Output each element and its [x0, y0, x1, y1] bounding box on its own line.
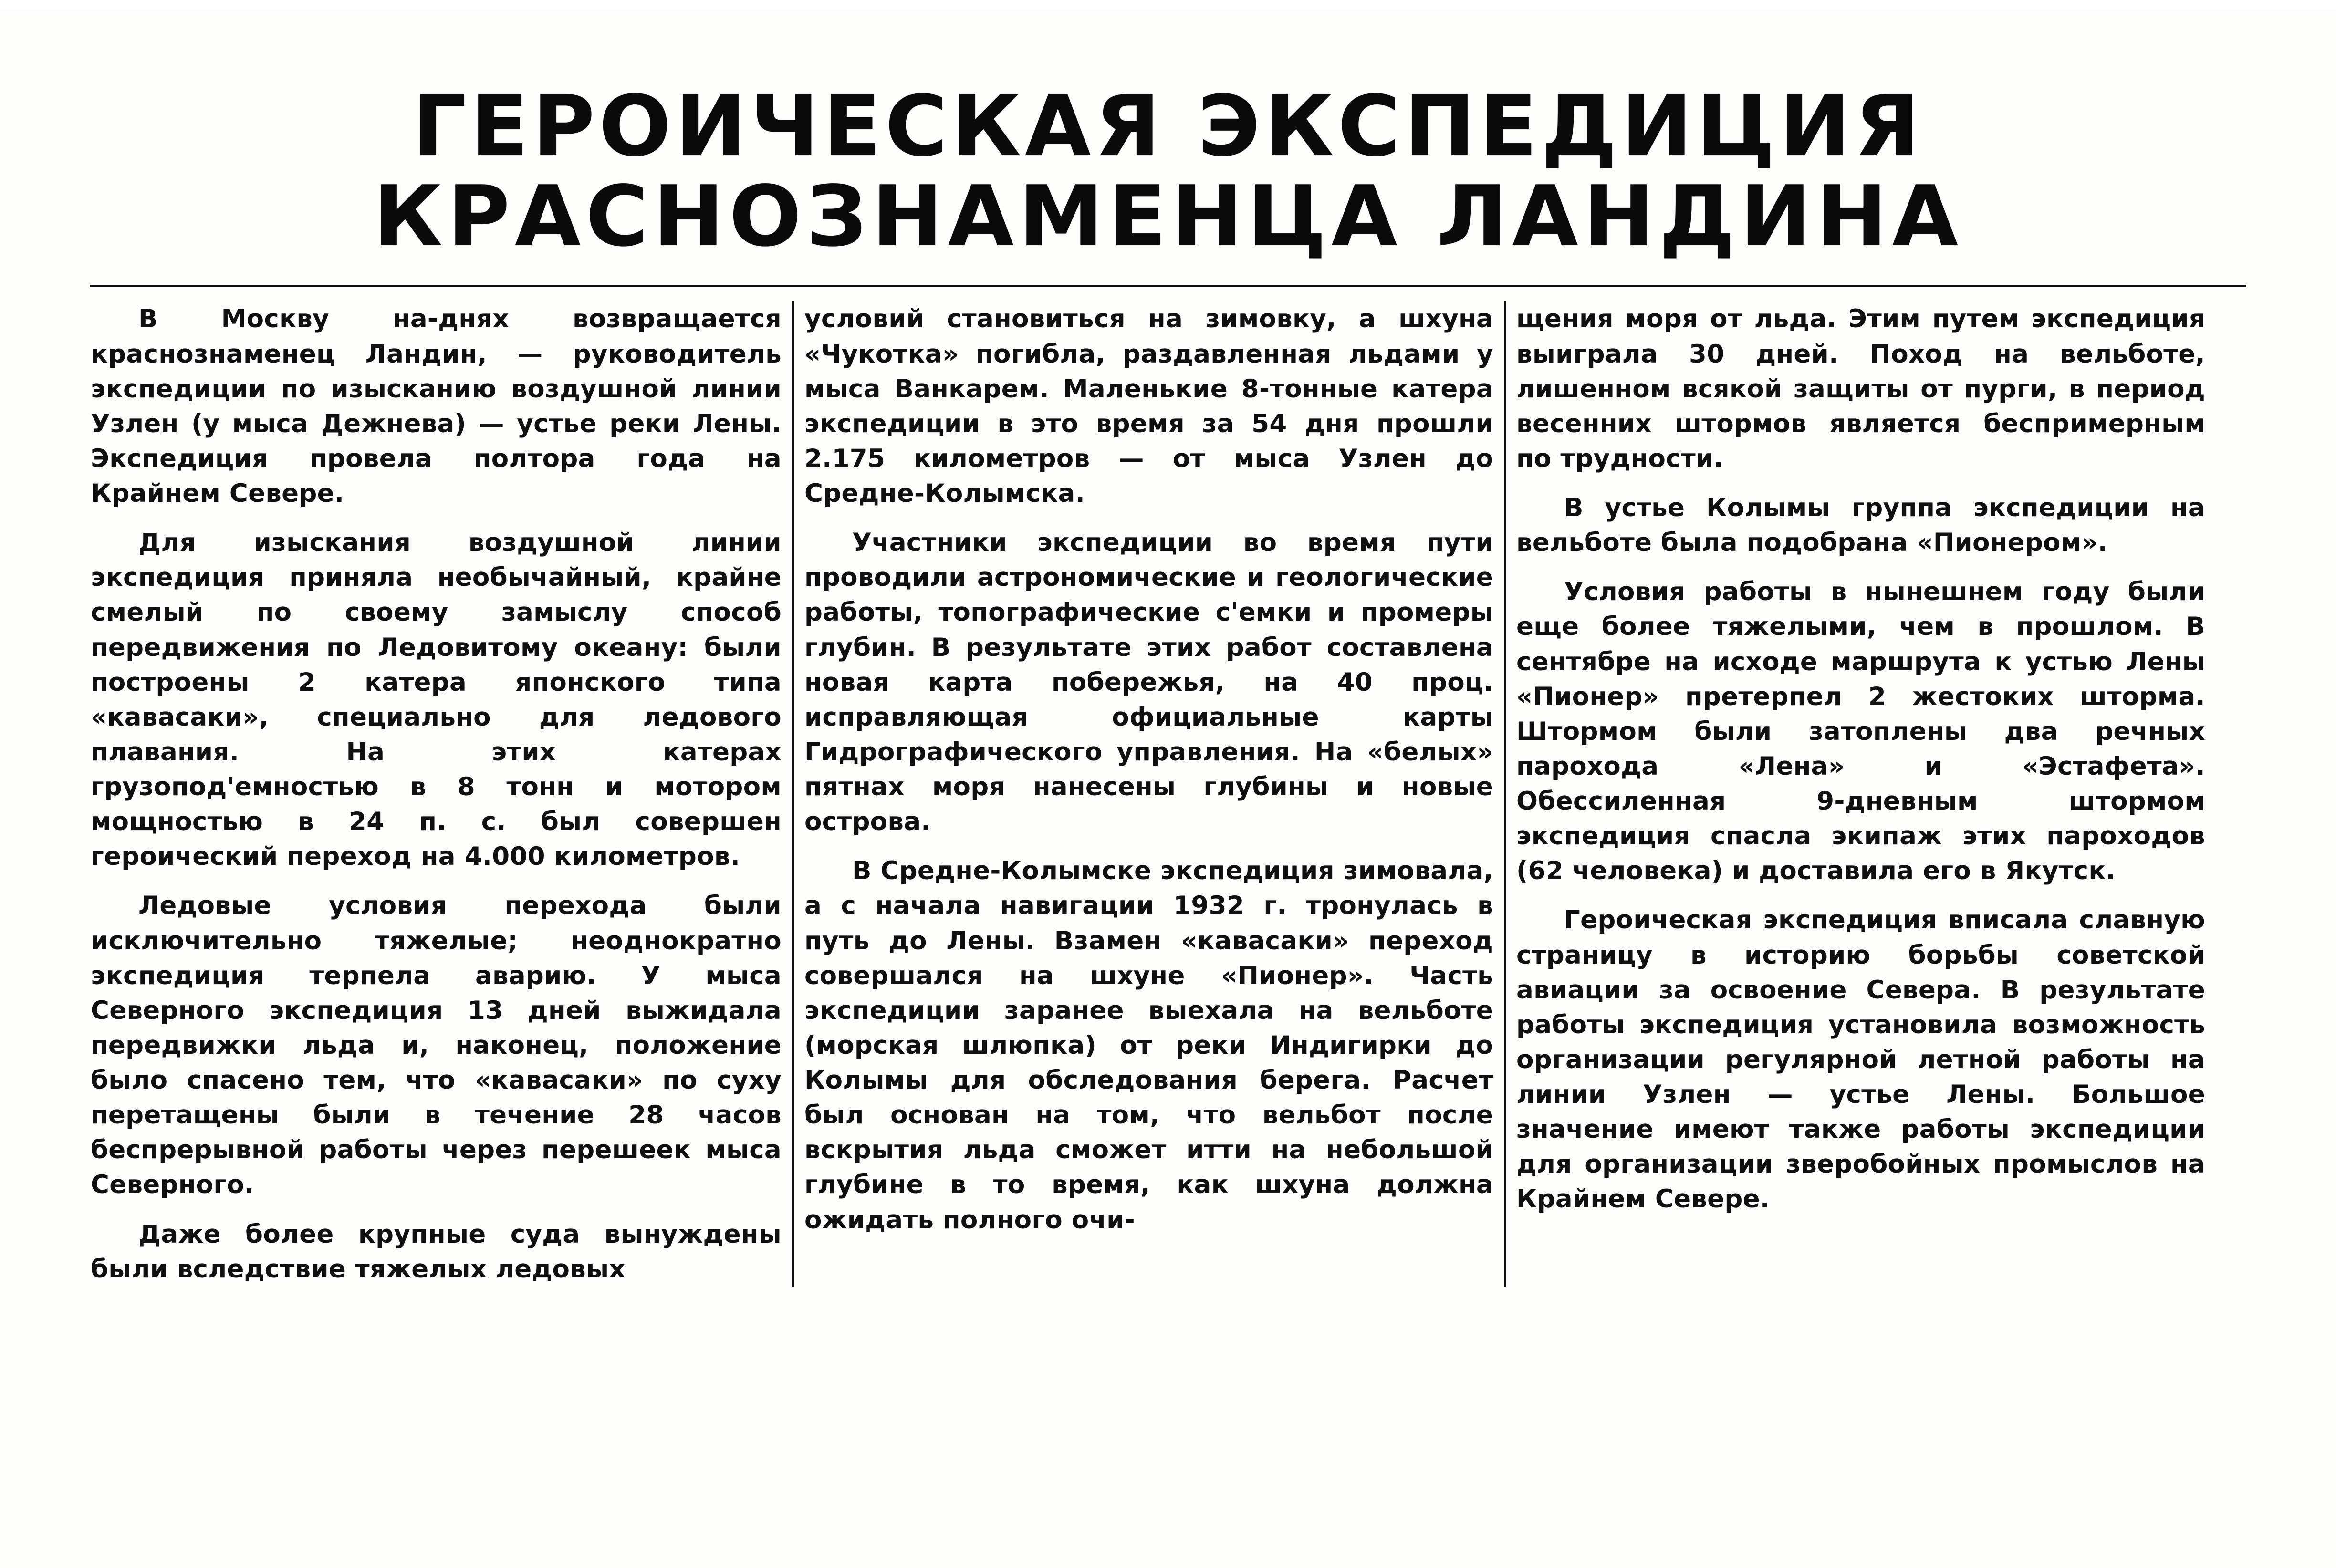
article-column-2 — [792, 301, 1504, 1286]
paragraph: Участники экспедиции во время пути проводили астрономические и геологические работы, топографические с'емки и промеры глубин. В результате этих работ составлена новая карта побережья, на 40 проц. исправляющая официальные карты Гидрографического управления. На «белых» пятнах моря нанесены глубины и новые острова. — [804, 528, 1493, 837]
paragraph: Даже более крупные суда вынуждены были вследствие тяжелых ледовых — [91, 1219, 782, 1284]
paragraph: В устье Колымы группа экспедиции на вельботе была подобрана «Пионером». — [1516, 493, 2205, 558]
headline-line-2: КРАСНОЗНАМЕНЦА ЛАНДИНА — [373, 168, 1963, 266]
paragraph: Для изыскания воздушной линии экспедиция приняла необычайный, крайне смелый по своему замыслу способ передвижения по Ледовитому океану: были построены 2 катера японского типа «кавасаки», специально для ледового плавания. На этих катерах грузопод'емностью в 8 тонн и мотором мощностью в 24 п. с. был совершен героический переход на 4.000 километров. — [91, 528, 782, 872]
article-column-1 — [80, 301, 792, 1286]
paragraph: Героическая экспедиция вписала славную страницу в историю борьбы советской авиации за освоение Севера. В результате работы экспедиция установила возможность организации регулярной летной работы на линии Узлен — устье Лены. Большое значение имеют также работы экспедиции для организации зверобойных промыслов на Крайнем Севере. — [1516, 905, 2205, 1214]
article-columns — [80, 301, 2256, 1286]
headline-divider — [90, 285, 2246, 287]
paragraph: щения моря от льда. Этим путем экспедиция выиграла 30 дней. Поход на вельботе, лишенном всякой защиты от пурги, в период весенних штормов является беспримерным по трудности. — [1516, 304, 2205, 473]
paragraph: В Москву на-днях возвращается краснознаменец Ландин, — руководитель экспедиции по изысканию воздушной линии Узлен (у мыса Дежнева) — устье реки Лены. Экспедиция провела полтора года на Крайнем Севере. — [91, 304, 782, 509]
paragraph: Условия работы в нынешнем году были еще более тяжелыми, чем в прошлом. В сентябре на исходе маршрута к устью Лены «Пионер» претерпел 2 жестоких шторма. Штормом были затоплены два речных парохода «Лена» и «Эстафета». Обессиленная 9-дневным штормом экспедиция спасла экипаж этих пароходов (62 человека) и доставила его в Якутск. — [1516, 577, 2205, 886]
newspaper-page — [0, 10, 2336, 1568]
headline-line-1: ГЕРОИЧЕСКАЯ ЭКСПЕДИЦИЯ — [412, 78, 1924, 176]
paragraph: В Средне-Колымске экспедиция зимовала, а с начала навигации 1932 г. тронулась в путь до Лены. Взамен «кавасаки» переход совершался на шхуне «Пионер». Часть экспедиции заранее выехала на вельботе (морская шлюпка) от реки Индигирки до Колымы для обследования берега. Расчет был основан на том, что вельбот после вскрытия льда сможет итти на небольшой глубине в то время, как шхуна должна ожидать полного очи- — [804, 856, 1493, 1235]
paragraph: условий становиться на зимовку, а шхуна «Чукотка» погибла, раздавленная льдами у мыса Ванкарем. Маленькие 8-тонные катера экспедиции в это время за 54 дня прошли 2.175 километров — от мыса Узлен до Средне-Колымска. — [804, 304, 1493, 509]
page-title — [0, 10, 2336, 266]
article-column-3 — [1504, 301, 2216, 1286]
paragraph: Ледовые условия перехода были исключительно тяжелые; неоднократно экспедиция терпела аварию. У мыса Северного экспедиция 13 дней выжидала передвижки льда и, наконец, положение было спасено тем, что «кавасаки» по суху перетащены были в течение 28 часов беспрерывной работы через перешеек мыса Северного. — [91, 891, 782, 1200]
